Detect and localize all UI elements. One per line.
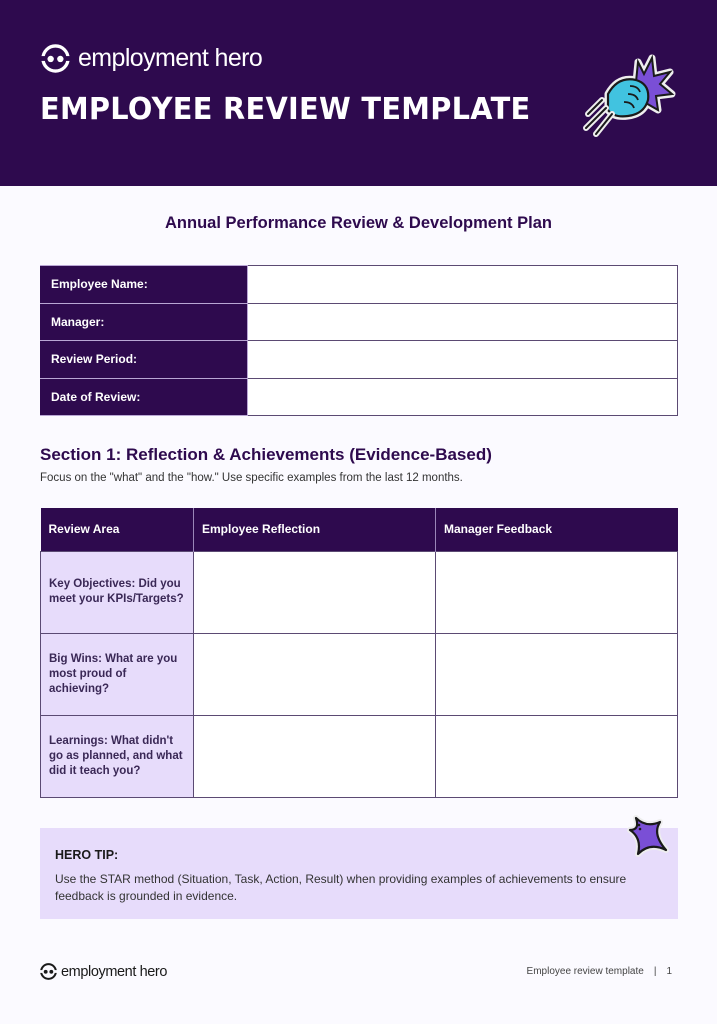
footer-brand-logo: [40, 963, 167, 980]
employment-hero-logo-icon: [41, 44, 70, 73]
brand-logo: [41, 44, 262, 73]
employment-hero-logo-icon: [40, 963, 57, 980]
document-title: EMPLOYEE REVIEW TEMPLATE: [40, 92, 531, 127]
hero-tip-title: HERO TIP:: [55, 848, 119, 862]
page-number: 1: [666, 966, 672, 977]
reflection-table: [40, 508, 678, 798]
date-of-review-label: Date of Review:: [41, 378, 248, 416]
manager-field[interactable]: [248, 303, 678, 341]
review-period-label: Review Period:: [41, 341, 248, 379]
employee-reflection-field[interactable]: [194, 551, 436, 633]
footer-doc-label: Employee review template: [526, 966, 644, 977]
review-area-cell: Big Wins: What are you most proud of achieving?: [41, 633, 194, 715]
manager-feedback-field[interactable]: [436, 715, 678, 797]
table-row: [41, 341, 678, 379]
brand-name: employment hero: [78, 44, 263, 72]
footer-page-info: [527, 966, 672, 977]
section-1-title: Section 1: Reflection & Achievements (Evidence-Based): [40, 445, 492, 464]
manager-label: Manager:: [41, 303, 248, 341]
hero-tip-box: [40, 828, 678, 919]
employee-reflection-field[interactable]: [194, 715, 436, 797]
table-row: [41, 378, 678, 416]
column-header-review-area: Review Area: [41, 508, 194, 551]
review-area-cell: Learnings: What didn't go as planned, and what did it teach you?: [41, 715, 194, 797]
manager-feedback-field[interactable]: [436, 633, 678, 715]
column-header-manager-feedback: Manager Feedback: [436, 508, 678, 551]
review-period-field[interactable]: [248, 341, 678, 379]
hero-tip-text: Use the STAR method (Situation, Task, Action, Result) when providing examples of achievements to ensure feedback is grounded in evidence.: [55, 872, 627, 903]
employee-name-field[interactable]: [248, 266, 678, 304]
document-subtitle: Annual Performance Review & Development Plan: [165, 214, 552, 232]
table-row: [41, 266, 678, 304]
review-area-cell: Key Objectives: Did you meet your KPIs/Targets?: [41, 551, 194, 633]
employee-name-label: Employee Name:: [41, 266, 248, 304]
employee-reflection-field[interactable]: [194, 633, 436, 715]
table-row: [41, 303, 678, 341]
table-row: [41, 715, 678, 797]
column-header-employee-reflection: Employee Reflection: [194, 508, 436, 551]
header-banner: [0, 0, 717, 186]
employee-info-table: [40, 265, 678, 416]
footer-separator: |: [653, 966, 657, 977]
manager-feedback-field[interactable]: [436, 551, 678, 633]
table-row: [41, 551, 678, 633]
footer-brand-name: employment hero: [61, 963, 168, 980]
table-row: [41, 633, 678, 715]
sparkle-star-icon: [626, 814, 670, 858]
date-of-review-field[interactable]: [248, 378, 678, 416]
table-header-row: [41, 508, 678, 551]
flying-fist-icon: [578, 50, 678, 142]
section-1-description: Focus on the "what" and the "how." Use specific examples from the last 12 months.: [40, 472, 463, 484]
